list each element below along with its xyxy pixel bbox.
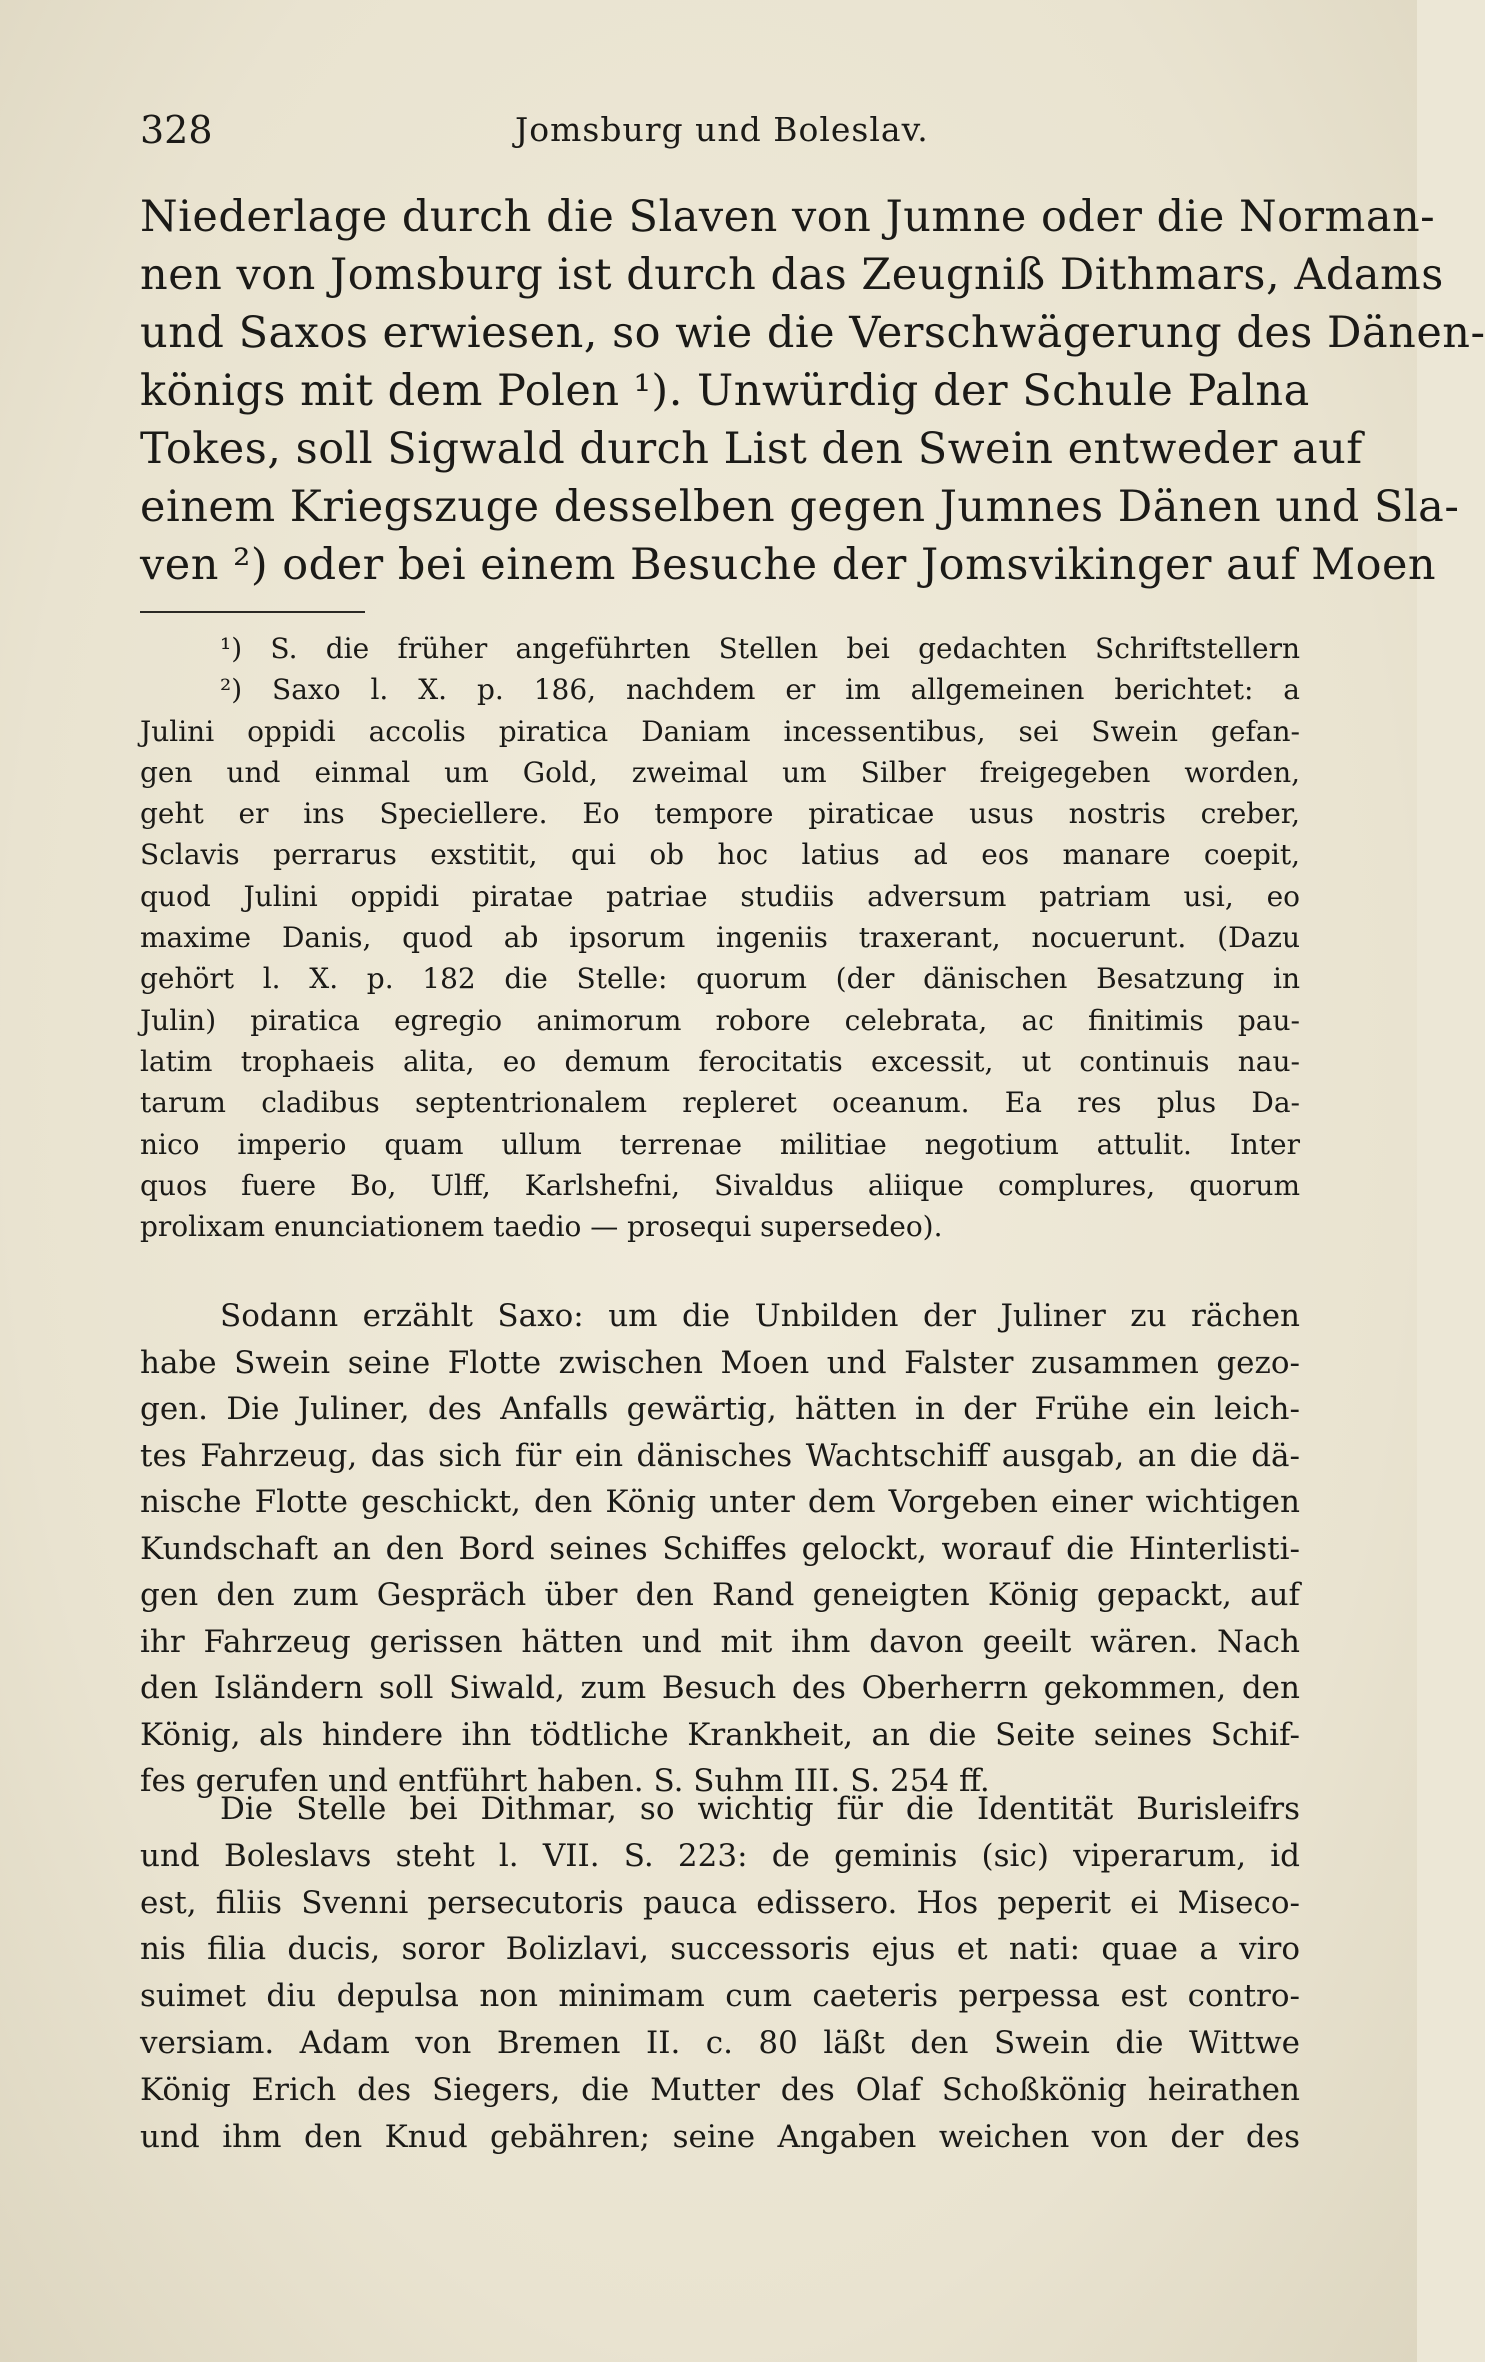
text-line: König, als hindere ihn tödtliche Krankheit, an die Seite seines Schif- xyxy=(140,1716,1300,1753)
text-line: nis filia ducis, soror Bolizlavi, successoris ejus et nati: quae a viro xyxy=(140,1931,1300,1968)
footnote-line: geht er ins Speciellere. Eo tempore piraticae usus nostris creber, xyxy=(140,797,1300,831)
footnote-line: prolixam enunciationem taedio — prosequi supersedeo). xyxy=(140,1210,943,1244)
text-line: königs mit dem Polen ¹). Unwürdig der Schule Palna xyxy=(140,366,1310,416)
running-title: Jomsburg und Boleslav. xyxy=(515,110,929,149)
footnote-line: Sclavis perrarus exstitit, qui ob hoc latius ad eos manare coepit, xyxy=(140,838,1300,872)
text-line: König Erich des Siegers, die Mutter des Olaf Schoßkönig heirathen xyxy=(140,2071,1300,2108)
text-line: tes Fahrzeug, das sich für ein dänisches Wachtschiff ausgab, an die dä- xyxy=(140,1437,1300,1474)
text-line: Sodann erzählt Saxo: um die Unbilden der Juliner zu rächen xyxy=(220,1298,1300,1334)
footnote-line: maxime Danis, quod ab ipsorum ingeniis traxerant, nocuerunt. (Dazu xyxy=(140,921,1300,955)
text-line: habe Swein seine Flotte zwischen Moen und Falster zusammen gezo- xyxy=(140,1344,1300,1381)
text-line: versiam. Adam von Bremen II. c. 80 läßt den Swein die Wittwe xyxy=(140,2024,1300,2061)
text-line: und Boleslavs steht l. VII. S. 223: de geminis (sic) viperarum, id xyxy=(140,1837,1300,1874)
footnote-line: Julin) piratica egregio animorum robore celebrata, ac finitimis pau- xyxy=(140,1003,1300,1037)
text-line: ven ²) oder bei einem Besuche der Jomsvikinger auf Moen xyxy=(140,540,1437,590)
text-line: ihr Fahrzeug gerissen hätten und mit ihm davon geeilt wären. Nach xyxy=(140,1623,1300,1660)
footnote-line: quod Julini oppidi piratae patriae studiis adversum patriam usi, eo xyxy=(140,879,1300,913)
footnote-paragraph-dithmar xyxy=(140,1786,1300,2160)
text-line: einem Kriegszuge desselben gegen Jumnes Dänen und Sla- xyxy=(140,482,1460,532)
footnote-1: ¹) S. die früher angeführten Stellen bei gedachten Schriftstellern xyxy=(220,632,1300,665)
text-line: den Isländern soll Siwald, zum Besuch des Oberherrn gekommen, den xyxy=(140,1670,1300,1706)
footnote-separator xyxy=(140,611,365,613)
footnote-line: quos fuere Bo, Ulff, Karlshefni, Sivaldus aliique complures, quorum xyxy=(140,1168,1300,1202)
footnote-line: tarum cladibus septentrionalem repleret oceanum. Ea res plus Da- xyxy=(140,1086,1300,1120)
footnote-line: nico imperio quam ullum terrenae militiae negotium attulit. Inter xyxy=(140,1127,1300,1161)
footnotes-block xyxy=(140,628,1300,1247)
footnote-line: gen und einmal um Gold, zweimal um Silber freigegeben worden, xyxy=(140,755,1300,789)
text-line: suimet diu depulsa non minimam cum caeteris perpessa est contro- xyxy=(140,1978,1300,2015)
footnote-line: latim trophaeis alita, eo demum ferocitatis excessit, ut continuis nau- xyxy=(140,1044,1300,1078)
main-text-block xyxy=(140,188,1485,594)
text-line: Niederlage durch die Slaven von Jumne oder die Norman- xyxy=(140,192,1436,242)
text-line: Tokes, soll Sigwald durch List den Swein entweder auf xyxy=(140,424,1363,474)
text-line: und ihm den Knud gebähren; seine Angaben weichen von der des xyxy=(140,2118,1300,2155)
text-line: gen. Die Juliner, des Anfalls gewärtig, hätten in der Frühe ein leich- xyxy=(140,1391,1300,1427)
text-line: Die Stelle bei Dithmar, so wichtig für die Identität Burisleifrs xyxy=(220,1791,1300,1827)
page-header xyxy=(140,100,1300,160)
footnote-paragraph-saxo xyxy=(140,1293,1300,1805)
text-line: Kundschaft an den Bord seines Schiffes gelockt, worauf die Hinterlisti- xyxy=(140,1530,1300,1567)
text-line: nen von Jomsburg ist durch das Zeugniß Dithmars, Adams xyxy=(140,250,1444,300)
text-line: est, filiis Svenni persecutoris pauca edissero. Hos peperit ei Miseco- xyxy=(140,1884,1300,1921)
footnote-line: Julini oppidi accolis piratica Daniam incessentibus, sei Swein gefan- xyxy=(140,714,1300,748)
footnote-2: ²) Saxo l. X. p. 186, nachdem er im allgemeinen berichtet: a xyxy=(220,673,1300,707)
page-number: 328 xyxy=(140,108,213,152)
text-line: nische Flotte geschickt, den König unter dem Vorgeben einer wichtigen xyxy=(140,1484,1300,1520)
text-line: fes gerufen und entführt haben. S. Suhm III. S. 254 ff. xyxy=(140,1763,990,1799)
text-line: gen den zum Gespräch über den Rand geneigten König gepackt, auf xyxy=(140,1577,1300,1613)
text-line: und Saxos erwiesen, so wie die Verschwägerung des Dänen- xyxy=(140,308,1485,358)
footnote-line: gehört l. X. p. 182 die Stelle: quorum (der dänischen Besatzung in xyxy=(140,962,1300,996)
